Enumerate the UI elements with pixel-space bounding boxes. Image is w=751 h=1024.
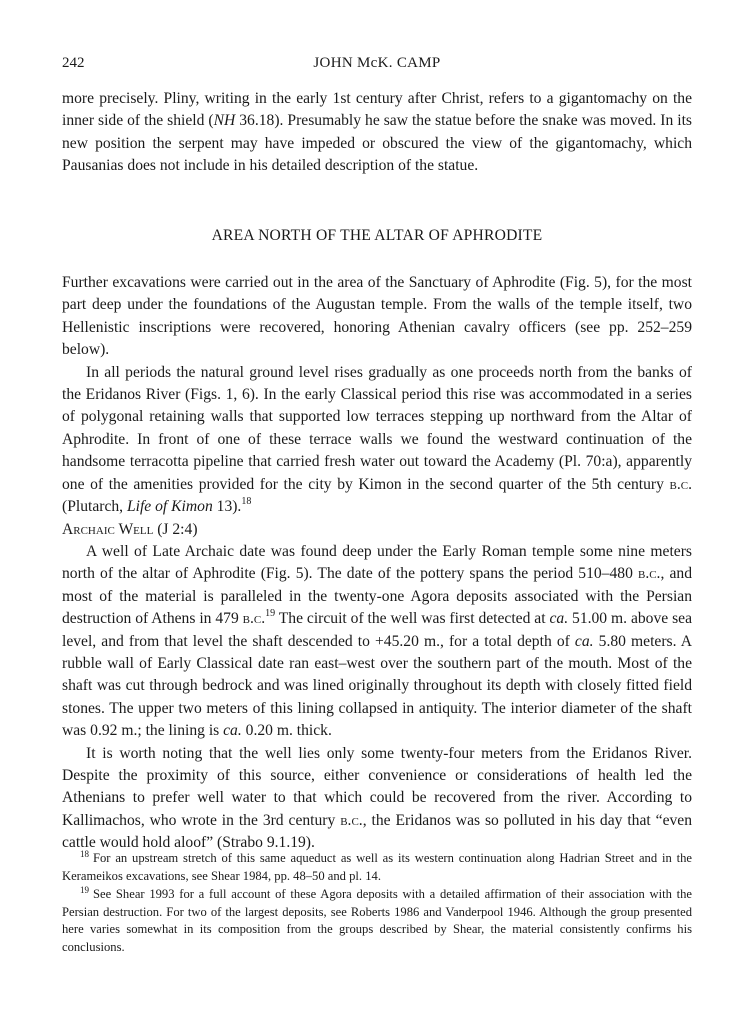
subsection-heading-archaic-well: Archaic Well (J 2:4)	[62, 520, 198, 538]
footnote-19: $^{19}$ See Shear 1993 for a full account of these Agora deposits with a detailed affirmation of their association with the Persian destruction. For two of the largest deposits, see Roberts 1986 and Vanderpool 1946. Although the group presented here varies somewhat in its composition from the groups described by Shear, the material consistently confirms his conclusions.	[62, 885, 692, 954]
footnote-number: 19	[80, 885, 89, 896]
paragraph-further-excavations: Further excavations were carried out in the area of the Sanctuary of Aphrodite (Fig. 5), for the most part deep under the foundations of the Augustan temple. From the walls of the temple itself, two Hellenistic inscriptions were recovered, honoring Athenian cavalry officers (see pp. 252–259 below).	[62, 274, 692, 359]
citation-nh: NH	[213, 112, 236, 130]
body-text	[62, 88, 692, 855]
paragraph-natural-ground-level: In all periods the natural ground level rises gradually as one proceeds north from the banks of the Eridanos River (Figs. 1, 6). In the early Classical period this rise was accommodated in a series of polygonal retaining walls that supported low terraces stepping up northward from the Altar of Aphrodite. In front of one of these terrace walls we found the westward continuation of the handsome terracotta pipeline that carried fresh water out toward the Academy (Pl. 70:a), apparently one of the amenities provided for the city by Kimon in the second quarter of the 5th century b.c. (Plutarch, Life of Kimon 13).$^{18}$	[62, 363, 692, 516]
paragraph-archaic-well: A well of Late Archaic date was found deep under the Early Roman temple some nine meters north of the altar of Aphrodite (Fig. 5). The date of the pottery spans the period 510–480 b.c., and most of the material is paralleled in the twenty-one Agora deposits associated with the Persian destruction of Athens in 479 b.c.$^{19}$ The circuit of the well was first detected at ca. 51.00 m. above sea level, and from that level the shaft descended to +45.20 m., for a total depth of ca. 5.80 meters. A rubble wall of Early Classical date ran east–west over the southern part of the mouth. Most of the shaft was cut through bedrock and was lined originally throughout its depth with closely fitted field stones. The upper two meters of this lining collapsed in antiquity. The interior diameter of the shaft was 0.92 m.; the lining is ca. 0.20 m. thick.	[62, 542, 693, 740]
running-header	[62, 55, 692, 73]
section-heading: AREA NORTH OF THE ALTAR OF APHRODITE	[211, 226, 543, 244]
page-number: 242	[62, 55, 85, 71]
footnote-number: 18	[80, 849, 89, 859]
footnote-18: $^{18}$ For an upstream stretch of this same aqueduct as well as its western continuation along Hadrian Street and in the Kerameikos excavations, see Shear 1984, pp. 48–50 and pl. 14.	[62, 849, 692, 883]
running-title: JOHN McK. CAMP	[313, 55, 441, 71]
paragraph-eridanos-river: It is worth noting that the well lies only some twenty-four meters from the Eridanos River. Despite the proximity of this source, either convenience or considerations of health led the Athenians to prefer well water to that which could be recovered from the river. According to Kallimachos, who wrote in the 3rd century b.c., the Eridanos was so polluted in his day that “even cattle would hold aloof” (Strabo 9.1.19).	[62, 744, 693, 852]
footnote-ref-18[interactable]: 18	[241, 496, 252, 508]
citation-life-of-kimon: Life of Kimon	[126, 498, 213, 516]
footnotes	[62, 850, 692, 958]
paragraph-continued: more precisely. Pliny, writing in the early 1st century after Christ, refers to a gigantomachy on the inner side of the shield (NH 36.18). Presumably he saw the statue before the snake was moved. In its new position the serpent may have impeded or obscured the view of the gigantomachy, which Pausanias does not include in his detailed description of the statue.	[62, 90, 692, 175]
footnote-ref-19[interactable]: 19	[265, 608, 276, 620]
